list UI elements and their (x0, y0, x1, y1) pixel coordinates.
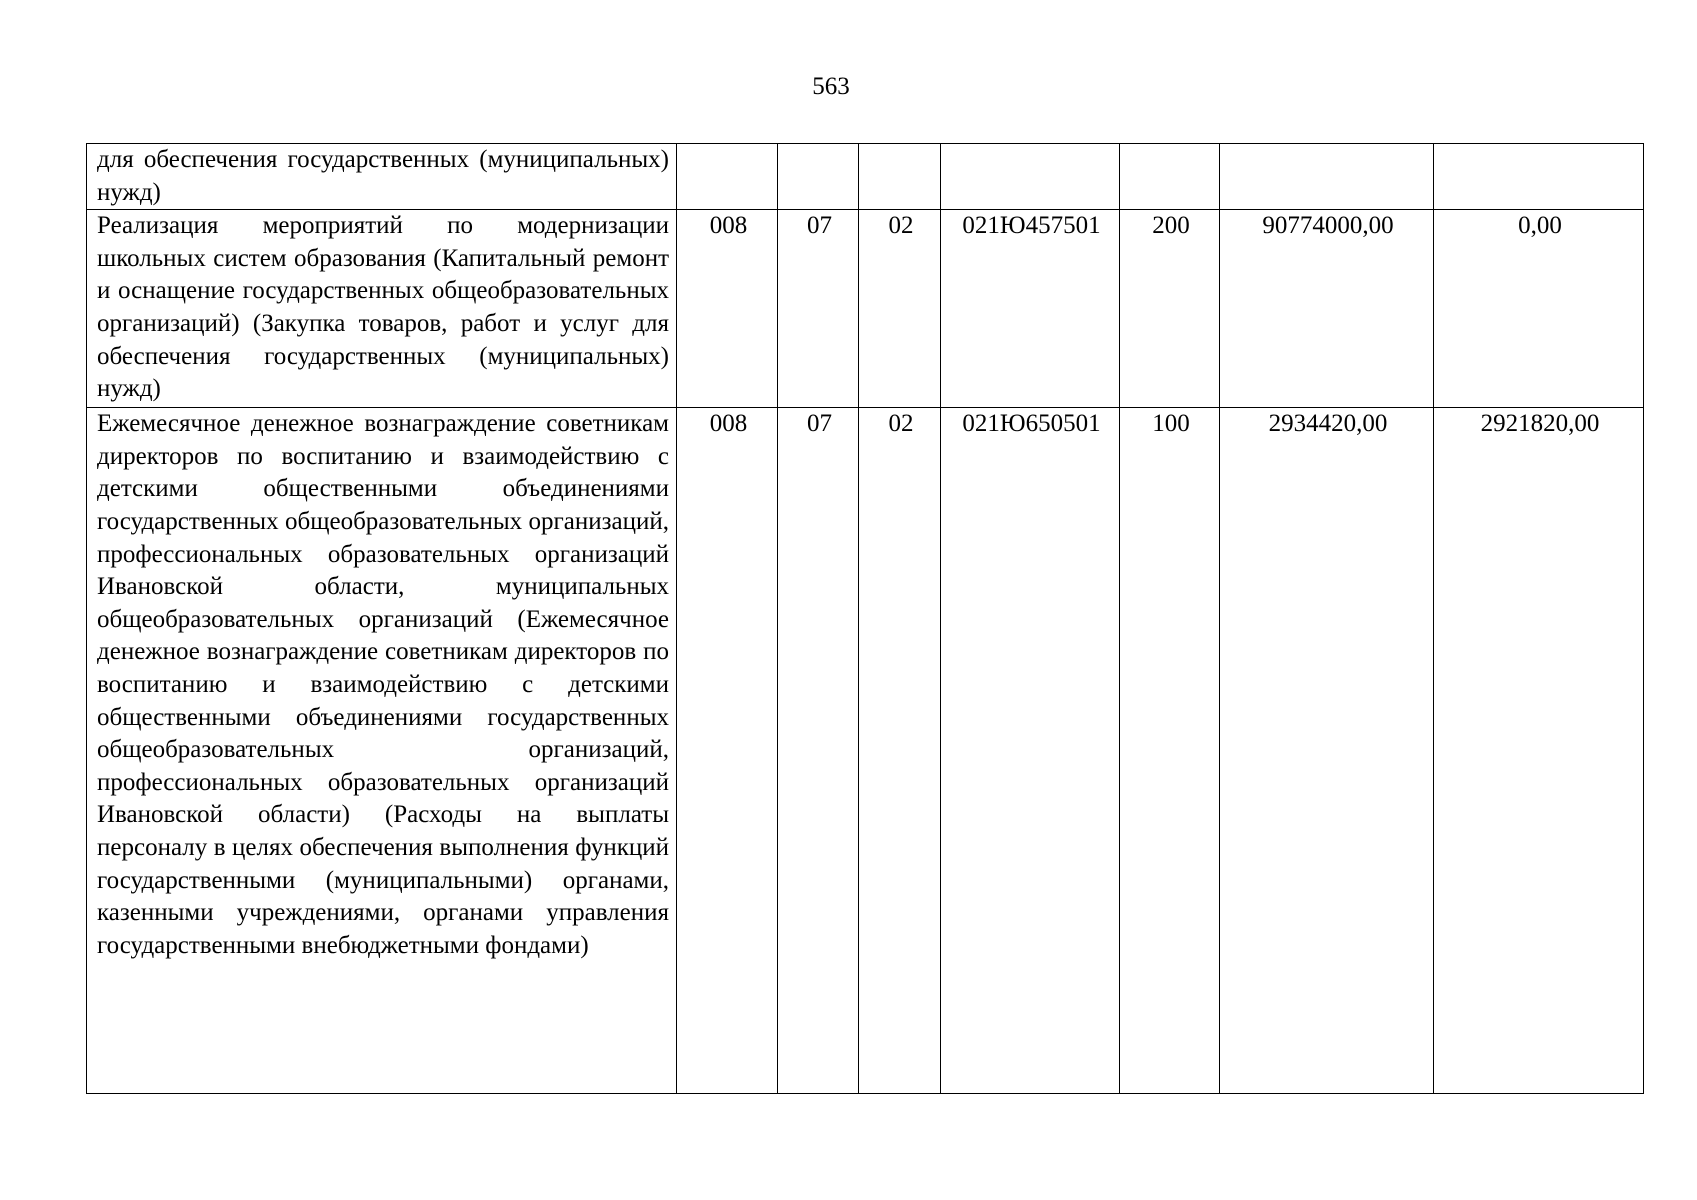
table-row (87, 144, 1644, 210)
amount-year-2: 0,00 (1434, 210, 1644, 408)
expense-type-code (1120, 144, 1220, 210)
target-article-code (941, 144, 1120, 210)
budget-table (86, 143, 1644, 1094)
table-row (87, 210, 1644, 408)
expense-type-code: 100 (1120, 408, 1220, 1094)
ministry-code: 008 (677, 408, 778, 1094)
row-description: для обеспечения государственных (муниципальных) нужд) (87, 144, 677, 210)
subsection-code (859, 144, 941, 210)
page-number: 563 (812, 73, 850, 100)
amount-year-2: 2921820,00 (1434, 408, 1644, 1094)
row-description: Реализация мероприятий по модернизации школьных систем образования (Капитальный ремонт и оснащение государственных общеобразовательных организаций) (Закупка товаров, работ и услуг для обеспечения государственных (муниципальных) нужд) (87, 210, 677, 408)
table-row (87, 408, 1644, 1094)
section-code: 07 (778, 408, 859, 1094)
target-article-code: 021Ю457501 (941, 210, 1120, 408)
expense-type-code: 200 (1120, 210, 1220, 408)
amount-year-1: 90774000,00 (1220, 210, 1434, 408)
section-code (778, 144, 859, 210)
subsection-code: 02 (859, 408, 941, 1094)
amount-year-1 (1220, 144, 1434, 210)
section-code: 07 (778, 210, 859, 408)
ministry-code: 008 (677, 210, 778, 408)
ministry-code (677, 144, 778, 210)
target-article-code: 021Ю650501 (941, 408, 1120, 1094)
amount-year-1: 2934420,00 (1220, 408, 1434, 1094)
row-description: Ежемесячное денежное вознаграждение советникам директоров по воспитанию и взаимодействию с детскими общественными объединениями государственных общеобразовательных организаций, профессиональных образовательных организаций Ивановской области, муниципальных общеобразовательных организаций (Ежемесячное денежное вознаграждение советникам директоров по воспитанию и взаимодействию с детскими общественными объединениями государственных общеобразовательных организаций, профессиональных образовательных организаций Ивановской области) (Расходы на выплаты персоналу в целях обеспечения выполнения функций государственными (муниципальными) органами, казенными учреждениями, органами управления государственными внебюджетными фондами) (87, 408, 677, 1094)
subsection-code: 02 (859, 210, 941, 408)
amount-year-2 (1434, 144, 1644, 210)
